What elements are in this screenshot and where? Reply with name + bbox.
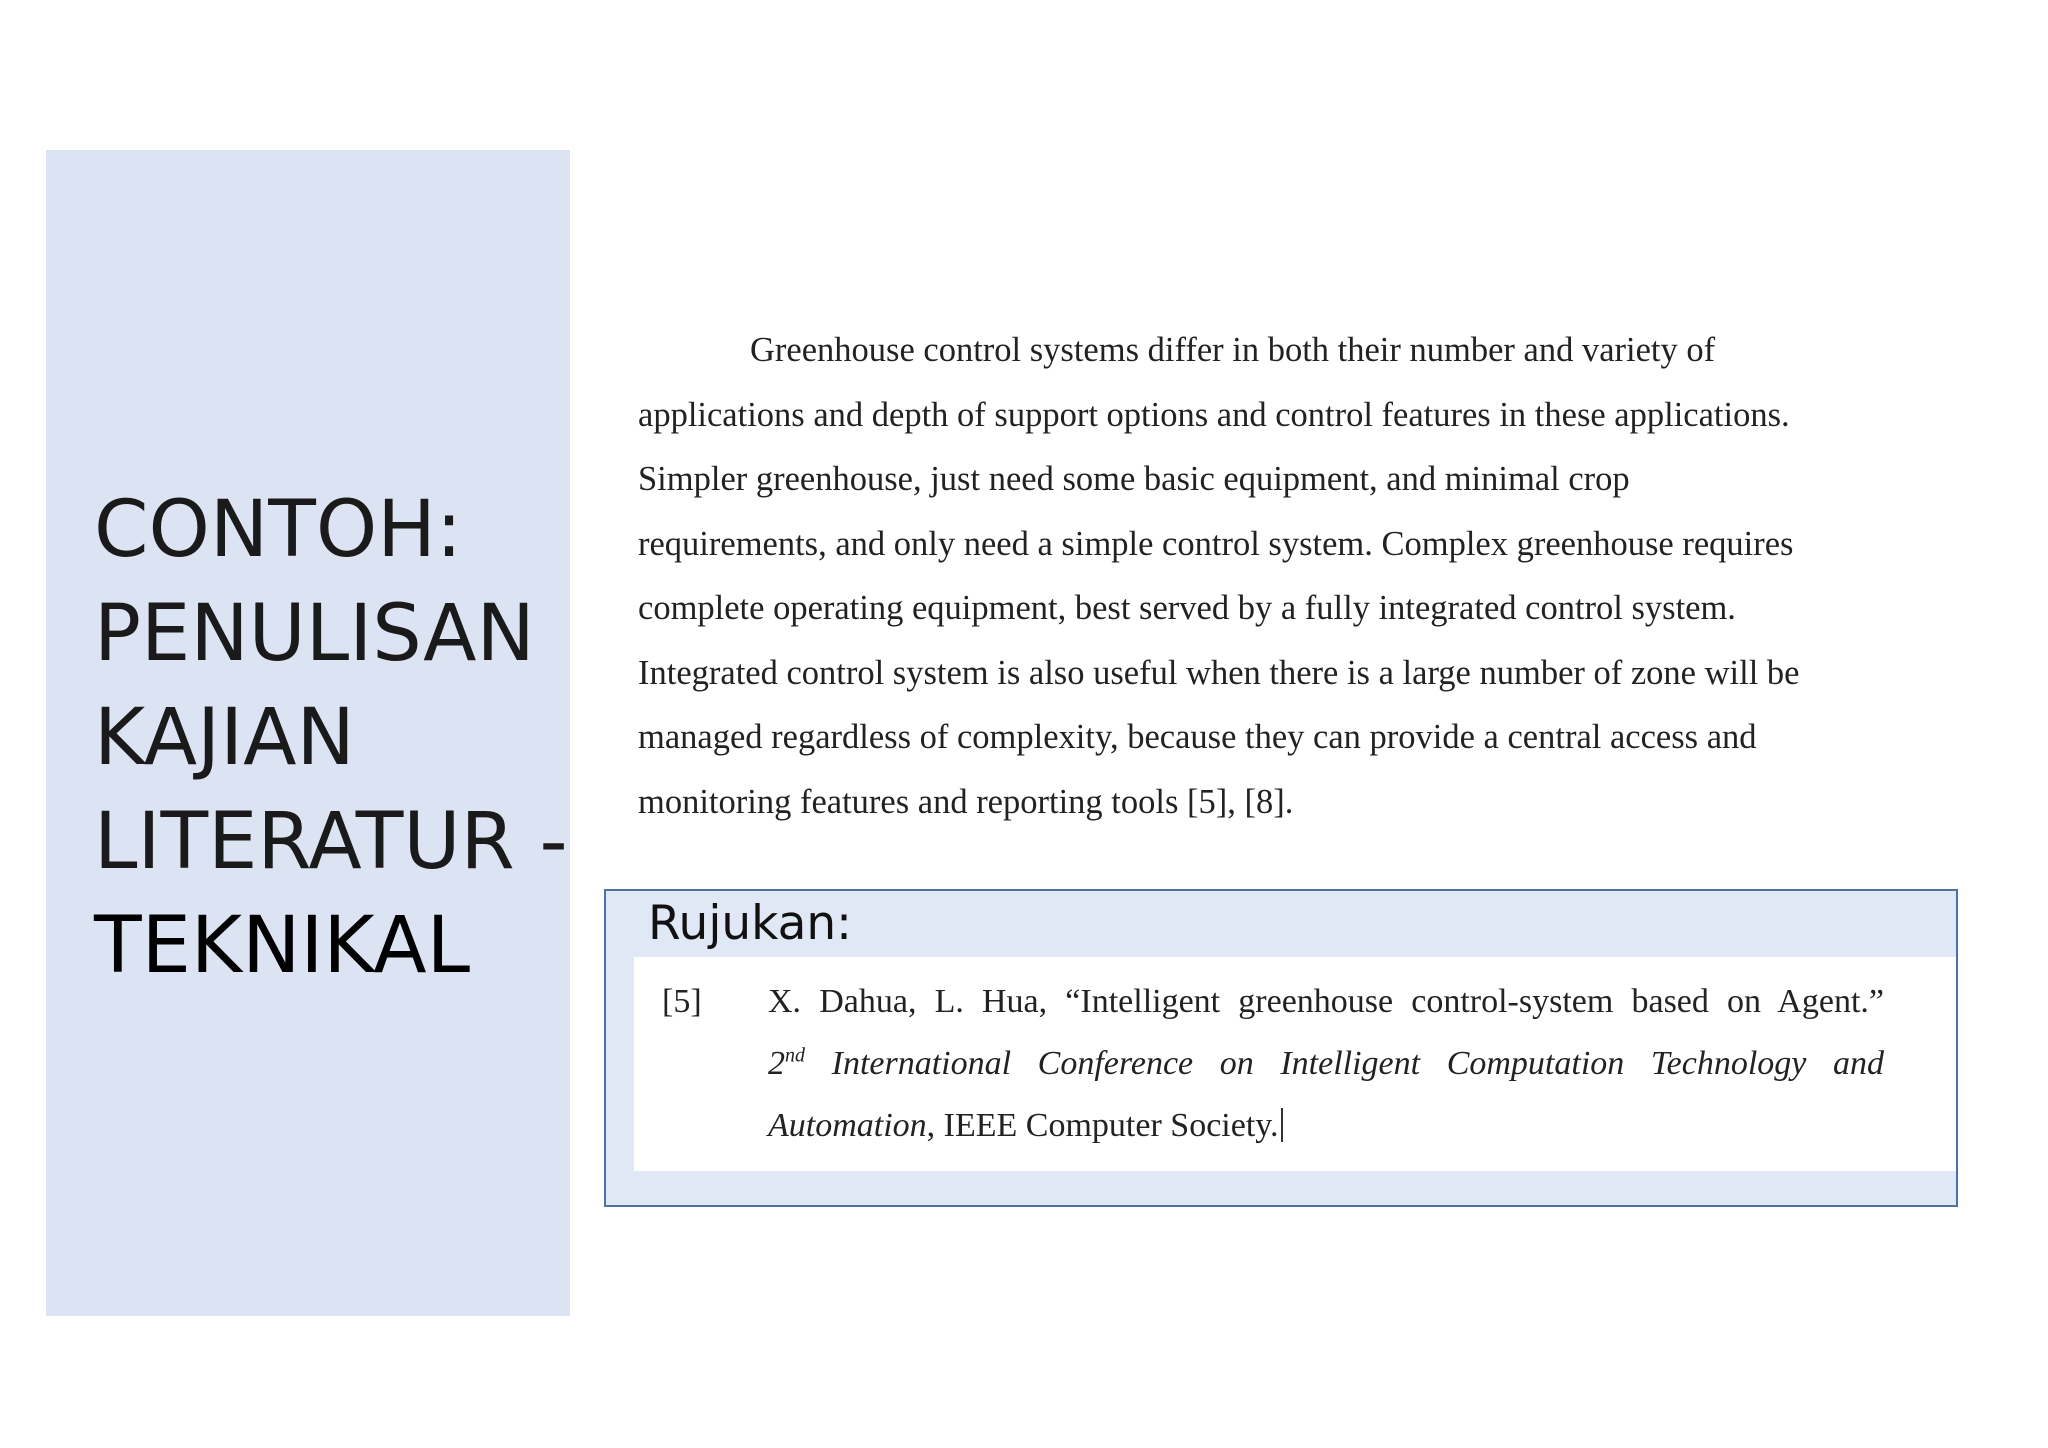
title-line: LITERATUR - [94,797,568,887]
references-box [604,889,1958,1207]
paragraph-line: monitoring features and reporting tools [5], [8]. [638,782,1294,821]
paragraph-line: managed regardless of complexity, because they can provide a central access and [638,718,1757,756]
title-line: CONTOH: [94,485,463,575]
text-cursor [1281,1108,1283,1142]
reference-publisher: , IEEE Computer Society. [926,1107,1279,1144]
paragraph-line: complete operating equipment, best served by a fully integrated control system. [638,589,1736,627]
reference-ordinal: 2 [768,1045,785,1082]
paragraph-line: Simpler greenhouse, just need some basic equipment, and minimal crop [638,460,1630,498]
reference-ordinal-suffix: nd [785,1044,805,1067]
reference-venue: International Conference on Intelligent Computation Technology and [831,1045,1885,1082]
reference-line [768,1033,1884,1095]
reference-line [768,1095,1884,1157]
paragraph-line: Integrated control system is also useful when there is a large number of zone will be [638,653,1800,692]
reference-text [768,971,1884,1157]
slide-title [94,478,568,998]
reference-venue-cont: Automation [768,1107,927,1144]
reference-line: X. Dahua, L. Hua, “Intelligent greenhouse control-system based on Agent.” [768,983,1884,1020]
reference-entry [634,957,1956,1171]
title-line: PENULISAN [94,589,535,679]
references-label: Rujukan: [648,896,852,951]
literature-paragraph [638,318,1938,834]
paragraph-line: Greenhouse control systems differ in both their number and variety of [750,331,1716,369]
reference-number: [5] [662,983,702,1020]
title-line: KAJIAN [94,693,355,783]
paragraph-line: applications and depth of support options and control features in these applications. [638,395,1790,434]
paragraph-line: requirements, and only need a simple control system. Complex greenhouse requires [638,524,1794,563]
title-line: TEKNIKAL [94,901,471,991]
